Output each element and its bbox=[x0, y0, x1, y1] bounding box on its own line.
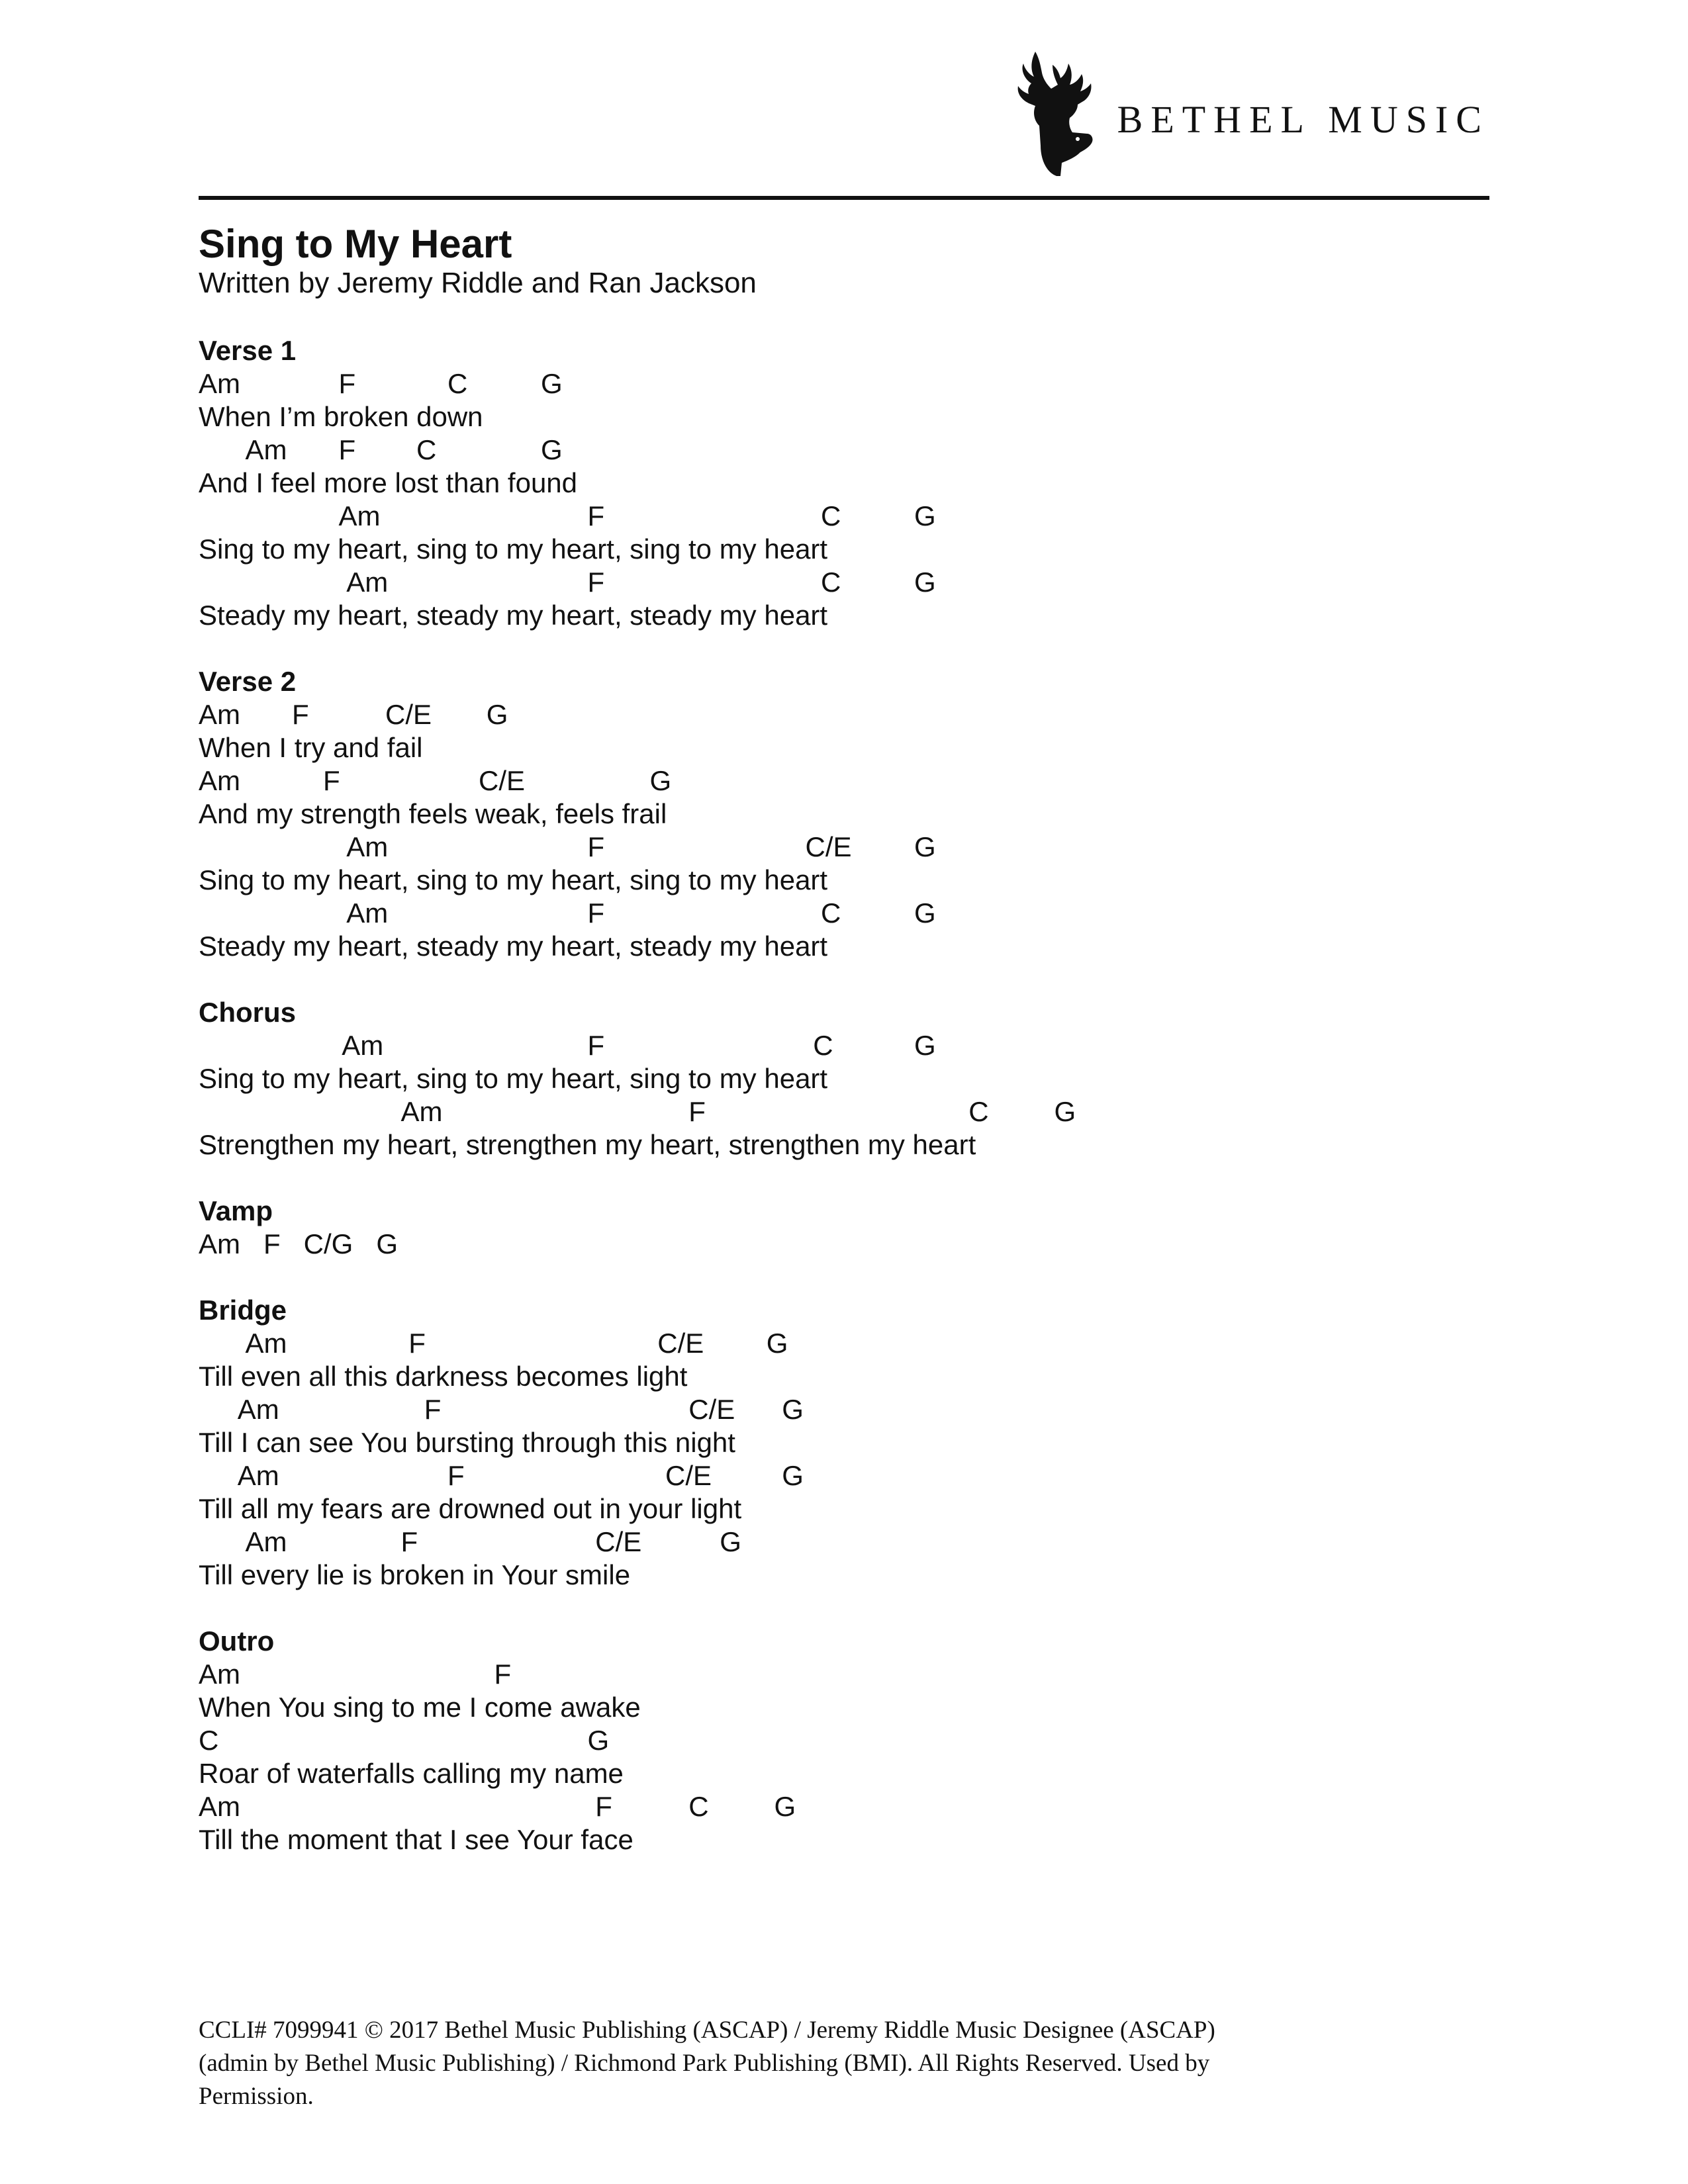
chord: F bbox=[587, 897, 605, 929]
chord-line bbox=[199, 1393, 1489, 1459]
chord: C/E bbox=[595, 1526, 642, 1557]
chord: G bbox=[914, 500, 936, 531]
chord: G bbox=[1054, 1096, 1076, 1127]
section-label: Outro bbox=[199, 1625, 275, 1657]
chord: C bbox=[821, 567, 841, 598]
chord: C bbox=[813, 1030, 833, 1061]
chord-row bbox=[199, 698, 1489, 731]
lyric-line: Steady my heart, steady my heart, steady my heart bbox=[199, 600, 828, 631]
chord: G bbox=[587, 1725, 610, 1756]
section-label: Verse 1 bbox=[199, 335, 297, 366]
lyric-line: And I feel more lost than found bbox=[199, 467, 578, 498]
chord: C bbox=[688, 1791, 709, 1822]
chord-row bbox=[199, 1724, 1489, 1757]
chord: C/E bbox=[805, 831, 852, 862]
chord: F bbox=[595, 1791, 612, 1822]
song-section bbox=[199, 996, 1489, 1161]
chord-line bbox=[199, 1658, 1489, 1724]
chord: G bbox=[649, 765, 672, 796]
chord-line bbox=[199, 566, 1489, 632]
chord: G bbox=[766, 1328, 788, 1359]
chord: C bbox=[447, 368, 468, 399]
lyric-line: Strengthen my heart, strengthen my heart, strengthen my heart bbox=[199, 1129, 976, 1160]
chord: C bbox=[199, 1725, 219, 1756]
lyric-line: Till the moment that I see Your face bbox=[199, 1824, 633, 1855]
chord: C/E bbox=[665, 1460, 712, 1491]
chord: F bbox=[688, 1096, 706, 1127]
chord: F bbox=[338, 368, 356, 399]
chord-row bbox=[199, 1525, 1489, 1559]
chord: F bbox=[408, 1328, 426, 1359]
chord: C/E bbox=[479, 765, 526, 796]
chord-row bbox=[199, 764, 1489, 797]
chord: G bbox=[720, 1526, 741, 1557]
chord: Am bbox=[245, 434, 287, 465]
chord-row bbox=[199, 1029, 1489, 1062]
chord: G bbox=[541, 368, 563, 399]
chord: Am bbox=[338, 500, 381, 531]
chord: F bbox=[494, 1659, 512, 1690]
lyric-line: Roar of waterfalls calling my name bbox=[199, 1758, 624, 1789]
chord-row bbox=[199, 566, 1489, 599]
song-section bbox=[199, 334, 1489, 632]
header bbox=[199, 40, 1489, 199]
chord-line bbox=[199, 1327, 1489, 1393]
chord-row bbox=[199, 1459, 1489, 1492]
lyric-line: Till even all this darkness becomes light bbox=[199, 1361, 688, 1392]
chord: C/E bbox=[385, 699, 432, 730]
chord: C bbox=[968, 1096, 989, 1127]
chord-line bbox=[199, 1095, 1489, 1161]
chord: G bbox=[782, 1394, 804, 1425]
lyric-line: Steady my heart, steady my heart, steady my heart bbox=[199, 931, 828, 962]
chord-row bbox=[199, 1095, 1489, 1128]
lyric-line: Am F C/G G bbox=[199, 1228, 399, 1259]
brand-name: BETHEL MUSIC bbox=[1117, 97, 1489, 141]
chord: F bbox=[292, 699, 309, 730]
chord-line bbox=[199, 1790, 1489, 1856]
chord: Am bbox=[199, 765, 240, 796]
lyric-line: And my strength feels weak, feels frail bbox=[199, 798, 667, 829]
chord: C bbox=[821, 897, 841, 929]
chord-row bbox=[199, 1658, 1489, 1691]
chord: F bbox=[587, 831, 605, 862]
chord: Am bbox=[199, 1659, 240, 1690]
chord: F bbox=[400, 1526, 418, 1557]
chord-row bbox=[199, 1790, 1489, 1823]
section-label: Vamp bbox=[199, 1195, 273, 1226]
lyric-line: Till every lie is broken in Your smile bbox=[199, 1559, 631, 1590]
chord: G bbox=[914, 1030, 936, 1061]
chord: F bbox=[338, 434, 356, 465]
lyric-line: Sing to my heart, sing to my heart, sing to my heart bbox=[199, 533, 828, 565]
lyric-line: Till all my fears are drowned out in your light bbox=[199, 1493, 742, 1524]
chord-line bbox=[199, 1724, 1489, 1790]
chord-line bbox=[199, 1525, 1489, 1592]
song-section bbox=[199, 1195, 1489, 1261]
chord: F bbox=[587, 500, 605, 531]
chord: C/E bbox=[657, 1328, 704, 1359]
chord: G bbox=[914, 831, 936, 862]
chord: G bbox=[914, 567, 936, 598]
chord: F bbox=[424, 1394, 442, 1425]
chord-line bbox=[199, 500, 1489, 566]
lyric-line: Sing to my heart, sing to my heart, sing to my heart bbox=[199, 864, 828, 895]
lyric-line: When You sing to me I come awake bbox=[199, 1692, 641, 1723]
chord: C bbox=[821, 500, 841, 531]
chord: F bbox=[447, 1460, 465, 1491]
chord-row bbox=[199, 1393, 1489, 1426]
song-section bbox=[199, 665, 1489, 963]
chord-row bbox=[199, 433, 1489, 467]
lyric-line: Sing to my heart, sing to my heart, sing to my heart bbox=[199, 1063, 828, 1094]
chord: Am bbox=[342, 1030, 384, 1061]
chord-line bbox=[199, 831, 1489, 897]
chord: Am bbox=[199, 699, 240, 730]
header-divider bbox=[199, 196, 1489, 200]
chord-row bbox=[199, 1327, 1489, 1360]
chord: G bbox=[486, 699, 508, 730]
chord: Am bbox=[346, 831, 389, 862]
chord: F bbox=[587, 567, 605, 598]
song-credits: Written by Jeremy Riddle and Ran Jackson bbox=[199, 267, 757, 299]
song-section bbox=[199, 1294, 1489, 1592]
deer-head-icon bbox=[1009, 46, 1102, 179]
section-label: Chorus bbox=[199, 997, 296, 1028]
lyric-line: When I’m broken down bbox=[199, 401, 483, 432]
chord: Am bbox=[199, 1791, 240, 1822]
chord: G bbox=[541, 434, 563, 465]
chord-row bbox=[199, 831, 1489, 864]
chord: F bbox=[323, 765, 340, 796]
chord: C/E bbox=[688, 1394, 735, 1425]
chord: Am bbox=[199, 368, 240, 399]
chord: Am bbox=[346, 897, 389, 929]
copyright-notice: CCLI# 7099941 © 2017 Bethel Music Publishing (ASCAP) / Jeremy Riddle Music Designee (ASCAP) (admin by Bethel Music Publishing) / Richmond Park Publishing (BMI). All Rights Reserved. Used by Permission. bbox=[199, 2017, 1215, 2110]
chord-line bbox=[199, 1029, 1489, 1095]
chord-line bbox=[199, 433, 1489, 500]
chord: Am bbox=[237, 1394, 279, 1425]
section-label: Verse 2 bbox=[199, 666, 297, 697]
chord: Am bbox=[245, 1526, 287, 1557]
chord-line bbox=[199, 1228, 1489, 1261]
chord-row bbox=[199, 500, 1489, 533]
chord: C bbox=[416, 434, 437, 465]
chord: Am bbox=[346, 567, 389, 598]
chord-line bbox=[199, 897, 1489, 963]
chord: G bbox=[782, 1460, 804, 1491]
chord-row bbox=[199, 897, 1489, 930]
chord: Am bbox=[237, 1460, 279, 1491]
chord-line bbox=[199, 764, 1489, 831]
section-label: Bridge bbox=[199, 1295, 287, 1326]
chord: Am bbox=[245, 1328, 287, 1359]
chord-row bbox=[199, 367, 1489, 400]
lyric-line: When I try and fail bbox=[199, 732, 423, 763]
chord-line bbox=[199, 1459, 1489, 1525]
chord: G bbox=[774, 1791, 796, 1822]
lyric-line: Till I can see You bursting through this night bbox=[199, 1427, 735, 1458]
brand-logo bbox=[1009, 46, 1489, 179]
chord-sheet bbox=[199, 334, 1489, 1889]
chord: F bbox=[587, 1030, 605, 1061]
song-title: Sing to My Heart bbox=[199, 222, 512, 266]
chord-line bbox=[199, 698, 1489, 764]
chord: Am bbox=[400, 1096, 443, 1127]
chord: G bbox=[914, 897, 936, 929]
chord-line bbox=[199, 367, 1489, 433]
song-section bbox=[199, 1625, 1489, 1856]
